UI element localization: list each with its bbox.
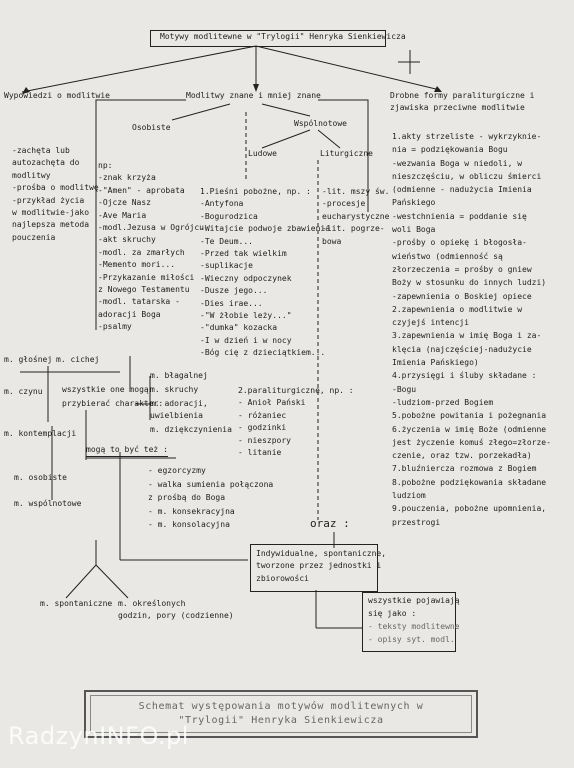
list-item: wszystkie pojawiają: [368, 596, 460, 605]
label-wspolnotowe: m. wspólnotowe: [14, 499, 82, 508]
list-item: - godzinki: [238, 423, 287, 433]
moga-heading: mogą to być też :: [86, 444, 168, 457]
label-kontemplacji: m. kontemplacji: [4, 429, 77, 438]
list-item: bowa: [322, 236, 342, 246]
list-item: 3.zapewnienia w imię Boga i za-: [392, 331, 542, 341]
list-item: czenie, oraz tzw. porzekadła): [392, 451, 532, 461]
branch-right-1: Drobne formy paraliturgiczne i: [390, 91, 535, 100]
bottom-title-line-1: Schemat występowania motywów modlitewnych w: [138, 701, 424, 712]
list-item: 2.zapewnienia o modlitwie w: [392, 304, 523, 314]
list-item: - różaniec: [238, 410, 287, 420]
list-item: - teksty modlitewne: [368, 622, 460, 631]
list-item: przestrogi: [392, 517, 441, 527]
list-item: - nieszpory: [238, 435, 291, 445]
list-item: - m. konsolacyjna: [148, 520, 230, 529]
list-item: -zachęta lub: [12, 146, 70, 155]
subhead-ludowe: Ludowe: [248, 149, 277, 158]
list-item: 8.pobożne podziękowania składane: [392, 477, 547, 487]
list-item: -Dies irae...: [200, 298, 263, 308]
moga-list: [148, 464, 273, 532]
label-dziekczynienia: m. dziękczynienia: [150, 425, 232, 434]
liturgiczne-list: [322, 186, 389, 248]
wszystkie-text: [368, 594, 460, 646]
list-item: najlepsza metoda: [12, 220, 90, 230]
list-item: Boży w stosunku do innych ludzi): [392, 278, 547, 288]
subhead-liturgiczne: Liturgiczne: [320, 149, 373, 158]
list-item: - m. konsekracyjna: [148, 506, 235, 516]
list-item: autozachęta do: [12, 158, 80, 168]
list-item: np:: [98, 161, 113, 170]
list-item: -modl. tatarska -: [98, 297, 180, 307]
list-item: -prośby o opiekę i błogosła-: [392, 238, 527, 248]
list-item: Indywidualne, spontaniczne,: [256, 549, 387, 558]
list-item: -Przykazanie miłości: [98, 272, 195, 282]
label-okreslonych-1: m. określonych: [118, 599, 186, 608]
label-osobiste: m. osobiste: [14, 473, 67, 482]
list-item: 5.pobożne powitania i pożegnania: [392, 411, 547, 421]
label-czynu: m. czynu: [4, 387, 43, 396]
list-item: 7.bluźniercza rozmowa z Bogiem: [392, 464, 537, 474]
list-item: -modl. za zmarłych: [98, 247, 185, 257]
list-item: -"W żłobie leży...": [200, 311, 292, 321]
list-item: nieszczęściu, w obliczu śmierci: [392, 171, 542, 181]
paralit-list: [238, 385, 354, 459]
list-item: woli Boga: [392, 225, 436, 235]
list-item: -Te Deum...: [200, 236, 253, 246]
wszystkie-1: wszystkie one mogą: [62, 385, 149, 394]
list-item: w modlitwie-jako: [12, 208, 90, 218]
branch-right-2: zjawiska przeciwne modlitwie: [390, 103, 525, 112]
list-item: czyjejś intencji: [392, 318, 470, 328]
list-item: - walka sumienia połączona: [148, 479, 274, 489]
list-item: -prośba o modlitwę: [12, 183, 99, 193]
list-item: pouczenia: [12, 232, 56, 242]
ludowe-list: [200, 186, 330, 360]
list-item: wieństwo (odmienność są: [392, 251, 503, 261]
list-item: -suplikacje: [200, 261, 253, 271]
list-item: 2.paraliturgiczne, np. :: [238, 386, 354, 395]
list-item: jest życzenie komuś złego=złorze-: [392, 437, 551, 447]
label-cichej: m. cichej: [56, 355, 100, 364]
indyw-text: [256, 548, 386, 585]
list-item: 6.życzenia w imię Boże (odmienne: [392, 424, 547, 434]
list-item: 1.akty strzeliste - wykrzyknie-: [392, 132, 542, 141]
list-item: 9.pouczenia, pobożne upomnienia,: [392, 504, 547, 514]
list-item: -wezwania Boga w niedoli, w: [392, 158, 523, 168]
list-item: - Anioł Pański: [238, 398, 306, 408]
list-item: -westchnienia = poddanie się: [392, 211, 527, 221]
label-blagalnej: m. błagalnej: [150, 371, 208, 380]
list-item: się jako :: [368, 609, 417, 618]
list-item: -"Amen" - aprobata: [98, 185, 185, 195]
list-item: -Memento mori...: [98, 260, 176, 270]
list-item: -Bóg cię z dzieciątkiem...: [200, 348, 326, 358]
bottom-title-line-2: "Trylogii" Henryka Sienkiewicza: [178, 715, 384, 726]
list-item: Imienia Pańskiego): [392, 358, 479, 368]
label-adoracji-2: uwielbienia: [150, 411, 203, 420]
top-title: Motywy modlitewne w "Trylogii" Henryka Sienkiewicza: [160, 32, 406, 41]
list-item: -I w dzień i w nocy: [200, 335, 292, 345]
list-item: -Bogu: [392, 384, 417, 394]
list-item: -Antyfona: [200, 199, 244, 209]
list-item: 1.Pieśni pobożne, np. :: [200, 187, 311, 196]
label-adoracji-1: m. adoracji,: [150, 399, 208, 408]
list-item: -procesje: [322, 199, 366, 209]
watermark: RadzynINFO.pl: [8, 722, 189, 750]
list-item: -lit. pogrze-: [322, 224, 385, 234]
label-glosnej: m. głośnej: [4, 355, 53, 364]
list-item: zbiorowości: [256, 573, 309, 583]
list-item: -Ojcze Nasz: [98, 198, 151, 208]
label-spontaniczne: m. spontaniczne: [40, 599, 113, 608]
branch-left: Wypowiedzi o modlitwie: [4, 91, 110, 100]
right-list: [392, 130, 551, 529]
list-item: -Wieczny odpoczynek: [200, 273, 292, 283]
list-item: (odmienne - nadużycia Imienia: [392, 185, 532, 195]
list-item: z Nowego Testamentu: [98, 285, 190, 295]
list-item: -Ave Maria: [98, 210, 147, 220]
label-okreslonych-2: godzin, pory (codzienne): [118, 611, 234, 620]
list-item: - opisy syt. modl.: [368, 635, 455, 644]
list-item: 4.przysięgi i śluby składane :: [392, 371, 537, 381]
list-item: ludziom: [392, 491, 426, 501]
branch-center: Modlitwy znane i mniej znane: [186, 91, 321, 100]
oraz-label: oraz :: [310, 517, 350, 530]
list-item: nia = podziękowania Bogu: [392, 145, 508, 155]
list-item: -Dusze jego...: [200, 286, 268, 296]
list-item: -przykład życia: [12, 195, 85, 205]
list-item: -Witajcie podwoje zbawienia: [200, 224, 331, 234]
label-skruchy: m. skruchy: [150, 385, 199, 394]
list-item: -Bogurodzica: [200, 211, 258, 221]
list-item: -zapewnienia o Boskiej opiece: [392, 291, 532, 301]
osobiste-list: [98, 160, 204, 334]
list-item: eucharystyczne: [322, 211, 390, 221]
list-item: -Przed tak wielkim: [200, 249, 287, 259]
left-list: [12, 145, 99, 244]
list-item: z prośbą do Boga: [148, 493, 226, 502]
list-item: - litanie: [238, 448, 282, 458]
list-item: - egzorcyzmy: [148, 466, 206, 475]
list-item: -modl.Jezusa w Ogrójcu: [98, 223, 204, 233]
list-item: -psalmy: [98, 322, 132, 332]
list-item: -lit. mszy św.: [322, 187, 390, 196]
subhead-osobiste: Osobiste: [132, 123, 171, 132]
list-item: Pańskiego: [392, 198, 436, 208]
list-item: tworzone przez jednostki i: [256, 561, 382, 571]
list-item: -ludziom-przed Bogiem: [392, 397, 494, 407]
list-item: adoracji Boga: [98, 309, 161, 319]
list-item: -"dumka" kozacka: [200, 323, 278, 333]
list-item: -akt skruchy: [98, 235, 156, 245]
list-item: złorzeczenia = prośby o gniew: [392, 264, 532, 274]
list-item: klęcia (najczęściej-nadużycie: [392, 344, 532, 354]
list-item: modlitwy: [12, 170, 51, 180]
list-item: -znak krzyża: [98, 173, 156, 183]
wszystkie-2: przybierać charakter:: [62, 399, 164, 408]
subhead-wspolnotowe: Wspólnotowe: [294, 119, 347, 128]
